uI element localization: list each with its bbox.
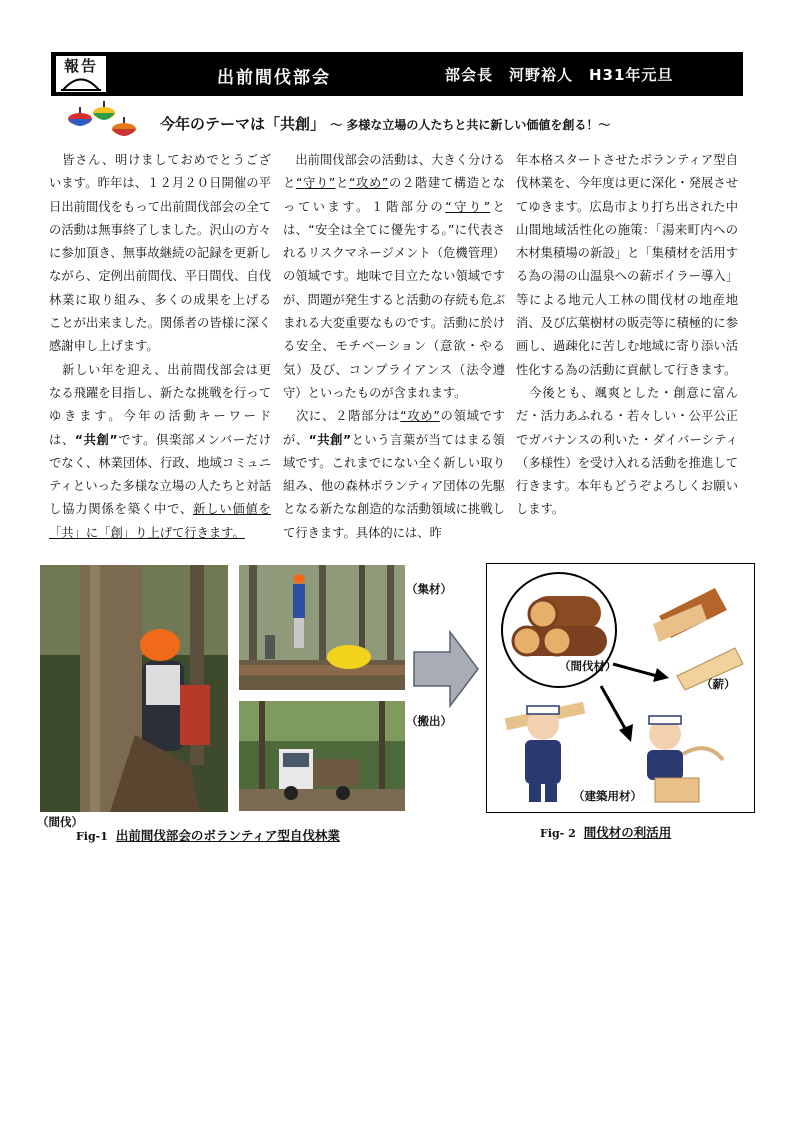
keyword-kyoso: “共創” [74,432,118,447]
col1-text-2c: です。倶楽部メンバーだけでなく、林業団体、行政、地域コミュニティといった多様な立場の人たちと対話し協力関係を築く中で、 [49,432,271,517]
report-badge-label: 報告 [63,57,98,75]
keyword-mamori: “守り” [295,176,336,191]
right-arrow-icon [412,630,480,708]
carpenter-2-icon [647,716,723,802]
col1-paragraph-1 [49,149,271,359]
col3-paragraph-2 [516,382,738,522]
col3-text-1: 年本格スタートさせたボランティア型自伐林業を、今年度は更に深化・発展させてゆきます。広島市より打ち出された中山間地域活性化の施策：「湯来町内への木材集積場の新設」と「集積材を活用する為の湯の山温泉への薪ボイラー導入」等による地元人工林の間伐材の地産地消、及び広葉樹材の販売等に積極的に参画し、過疎化に苦しむ地域に寄り添い活性化する為の活動に貢献して行きます。 [516,153,738,377]
theme-main: 今年のテーマは「共創」 [160,115,326,133]
col2-text-1g: とは、“安全は全てに優先する。 [283,199,505,237]
report-badge [54,54,108,94]
col3-paragraph-1 [516,149,738,382]
fig2-caption-text: 間伐材の利活用 [583,825,672,840]
col2-text-2a: 次に、２階部分は [296,409,401,424]
col2-text-1e: の２階建て構造となっています。１階部分の [283,176,505,214]
col2-text-1a: 出前間伐部会の活動は、大きく分けると [283,153,505,191]
fig2-number: Fig- 2 [540,827,576,840]
hat-icon [59,75,103,93]
col1-paragraph-2 [49,359,271,545]
carpenter-1-icon [505,702,586,802]
fig2-caption [540,823,671,841]
label-thinning: （間伐） [37,815,83,829]
section-title: 出前間伐部会 [217,68,331,88]
header-banner [51,52,743,96]
col1-text-1: 皆さん、明けましておめでとうございます。昨年は、１２月２０日開催の平日出前間伐をもって出前間伐部会の全ての活動は無事終了しました。沢山の方々に参加頂き、無事故継続の記録を更新しながら、定例出前間伐、平日間伐、自伐林業に取り組み、多くの成果を上げることが出来ました。関係者の皆様に深く感謝申し上げます。 [49,153,271,354]
label-building-wood: （建築用材） [573,789,642,803]
photo-thinning [40,565,228,812]
col3-text-2: 今後とも、颯爽とした・創意に富んだ・活力あふれる・若々しい・公平公正でガバナンスの利いた・ダイバーシティ（多様性）を受け入れる活動を推進して行きます。本年もどうぞよろしくお願いします。 [516,385,738,517]
col1-text-2a: 新しい年を迎え、出前間伐部会は更なる飛躍を目指し、新たな挑戦を行ってゆきます。今年の活動キーワードは、 [49,362,271,447]
col2-text-2e: という言葉が当てはまる領域です。これまでにない全く新しい取り組み、他の森林ボランティア団体の先駆となる新たな創造的な活動領域に挑戦して行きます。具体的には、昨 [283,432,505,540]
label-firewood: （薪） [701,677,736,691]
fig1-caption [76,826,340,844]
theme-sub: ～ 多様な立場の人たちと共に新しい価値を創る！～ [330,118,611,132]
photo-collecting [239,565,405,690]
col1-text-2d: 新しい価値を「共」に「創」り上げて行きます。 [49,502,271,540]
label-transport: （搬出） [406,714,452,728]
label-collecting: （集材） [406,582,452,596]
col2-text-1h: ”に代表されるリスクマネージメント（危機管理）の領域です。地味で目立たない領域ですが、問題が発生すると活動の存続も危ぶまれる大変重要なものです。活動に於ける安全、モチベーション（意欲・やる気）及び、コンプライアンス（法令遵守）といったものが含まれます。 [283,222,505,400]
keyword-seme: “攻め” [348,176,389,191]
label-thinned-wood: （間伐材） [559,659,617,673]
spinning-tops-icon [66,101,140,145]
column-3 [516,149,738,522]
fig1-number: Fig-1 [76,830,108,843]
keyword-kyoso-2: “共創” [308,432,352,447]
col2-paragraph-2 [283,405,505,545]
utilization-diagram [486,563,755,813]
keyword-mamori-2: “守り” [445,199,491,214]
fig1-caption-text: 出前間伐部会のボランティア型自伐林業 [115,828,340,843]
col2-paragraph-1 [283,149,505,405]
column-2 [283,149,505,545]
col2-text-1c: と [335,176,349,191]
column-1 [49,149,271,545]
theme-heading [160,113,610,134]
firewood-icon [653,588,743,690]
col2-text-2c: の領域ですが、 [283,409,505,447]
author-line: 部会長 河野裕人 H31年元旦 [445,66,674,84]
keyword-seme-2: “攻め” [400,409,440,424]
photo-transport [239,701,405,811]
